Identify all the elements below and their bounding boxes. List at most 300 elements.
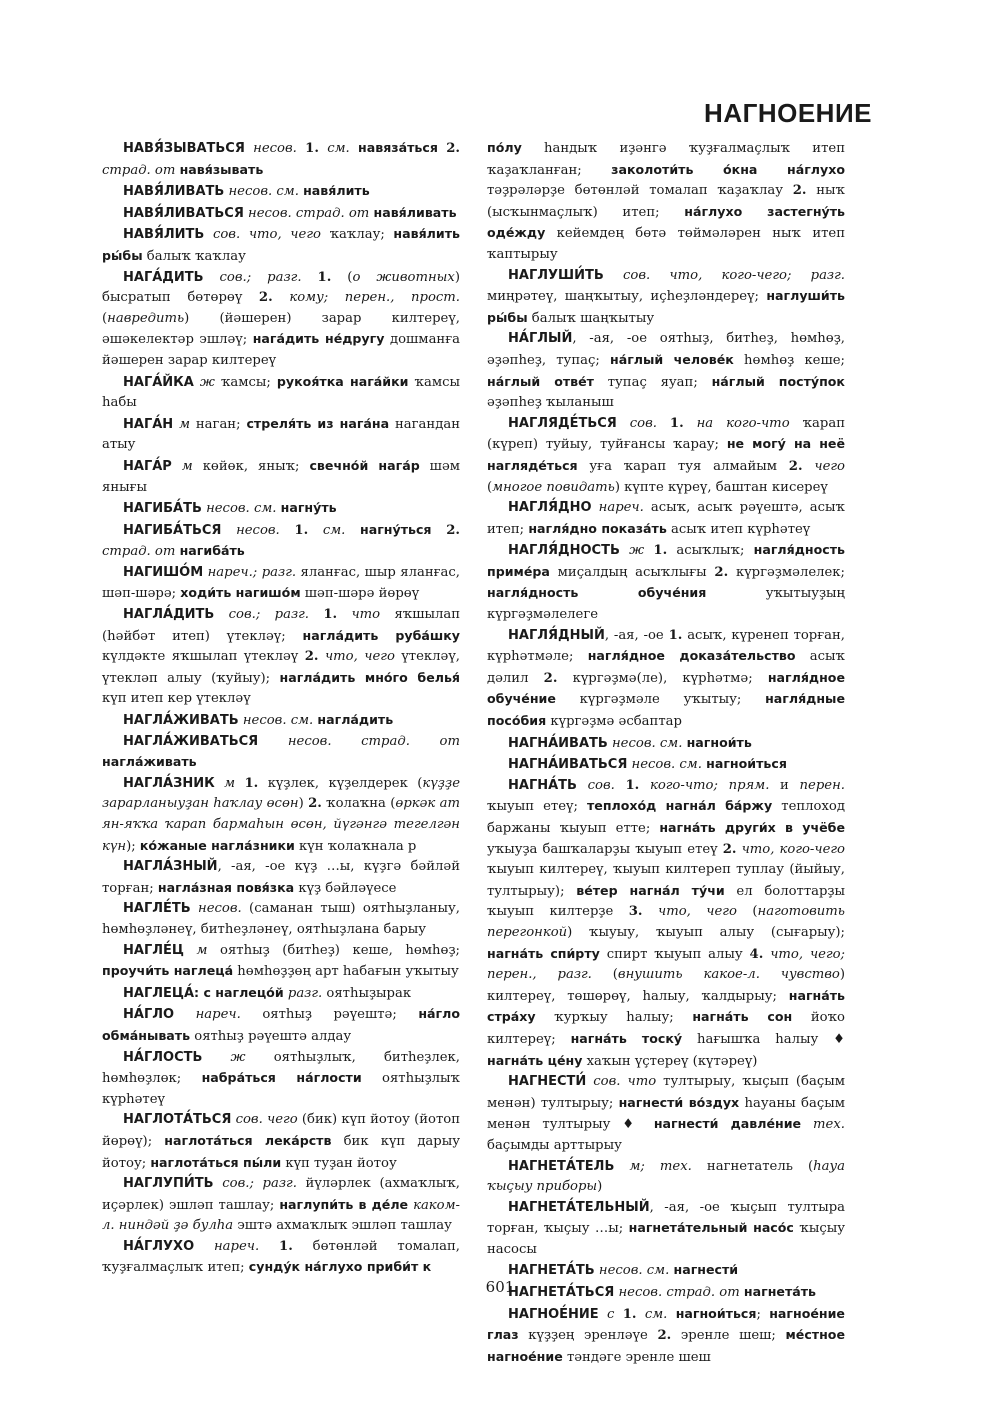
example-phrase: по́лу [487, 140, 522, 155]
grammar-label: тех. [813, 1117, 845, 1133]
left-column-entry [102, 224, 460, 267]
translation-text: һандыҡ иҙәнгә ҡуҙғалмаҫлыҡ итеп ҡаҙаҡланған; [487, 141, 845, 178]
headword: НАГНЕТА́ТЬСЯ [508, 1285, 615, 1301]
example-phrase: навя́лить [303, 183, 370, 199]
example-phrase: нагла́зная повя́зка [157, 879, 295, 895]
headword: НАГНОЕ́НИЕ [508, 1306, 599, 1322]
example-phrase: нагна́ть тоску́ [570, 1030, 683, 1046]
translation-text: оятһыҙлыҡ күрһәтеү [102, 1071, 460, 1107]
left-column-entry [102, 1048, 460, 1111]
grammar-label: многое повидать [492, 479, 615, 495]
example-phrase: нагна́ть други́х в учёбе [659, 820, 845, 835]
grammar-label: м [196, 942, 208, 958]
translation-text: тәҙрәләрҙе бөтөнләй томалап ҡаҙаҡлау [487, 183, 793, 199]
translation-text [204, 270, 220, 285]
translation-text: күҙ бәйләүесе [294, 880, 397, 896]
example-phrase: на́глухо застегну́ть оде́жду [487, 203, 845, 241]
translation-text: хаҡын үҫтереү (күтәреү) [582, 1053, 758, 1069]
example-phrase: нагнести́ давле́ние [653, 1116, 802, 1132]
grammar-label: сов. что, кого-чего; разг. [623, 267, 845, 283]
example-phrase: навяза́ться [358, 140, 438, 155]
grammar-label: нареч. [195, 1007, 241, 1023]
grammar-label: несов. см. [206, 501, 277, 517]
translation-text: оятһыҙ (битһеҙ) кеше, һөмһөҙ; [207, 942, 460, 958]
sense-number: 1. [279, 1238, 293, 1254]
example-phrase: нагиба́ть [179, 543, 245, 559]
translation-text [684, 416, 697, 431]
translation-text: ) [597, 1179, 603, 1195]
grammar-label: каком-л. ниндәй ҙә булһа [102, 1197, 461, 1234]
grammar-label: что, чего [658, 904, 737, 920]
grammar-label: см. [644, 1306, 668, 1322]
translation-text: оятһыҙ рәүештә алдау [190, 1028, 352, 1044]
translation-text [191, 901, 198, 916]
grammar-label: сов. что [593, 1074, 657, 1090]
grammar-label: разг. [287, 985, 323, 1001]
example-phrase: ме́стное нагное́ние [487, 1327, 845, 1364]
headword: НАГНЕТА́ТЕЛЬ [508, 1158, 615, 1174]
headword: НАГНА́ИВАТЬСЯ [508, 757, 628, 773]
translation-text [172, 459, 182, 474]
example-phrase: на́гло обма́нывать [102, 1006, 460, 1043]
headword: НАГНЕТА́ТЬ [508, 1263, 595, 1279]
example-phrase: не могу́ на неё нагляде́ться [487, 436, 845, 473]
translation-text [620, 543, 629, 558]
grammar-label: кого-что; прям. [649, 777, 770, 793]
grammar-label: несов. см. [631, 757, 702, 773]
example-phrase: нагна́ть спи́рту [487, 945, 600, 961]
headword: НАГЛОТА́ТЬСЯ [123, 1112, 232, 1128]
translation-text: күп туҙан йотоу [281, 1155, 397, 1171]
example-phrase: наглупи́ть в де́ле [279, 1196, 409, 1212]
translation-text: күргәҙмә әсбаптар [546, 714, 682, 730]
left-column-entry [102, 520, 460, 563]
headword: НАГА́ДИТЬ [123, 269, 204, 285]
translation-text: ) [298, 796, 309, 812]
left-column-entry [102, 563, 460, 605]
example-phrase: наглота́ться пы́ли [150, 1154, 282, 1170]
example-phrase: сунду́к на́глухо приби́т к [248, 1259, 432, 1275]
headword: НАВЯ́ЛИВАТЬСЯ [123, 205, 244, 221]
translation-text: ҡурҡыу һалыу; [535, 1010, 693, 1026]
grammar-label: несов. страд. от [618, 1285, 740, 1301]
translation-text [615, 778, 626, 793]
headword: НАГА́ЙКА [123, 374, 194, 390]
example-phrase: нага́дить не́другу [252, 331, 385, 347]
headword: НА́ГЛУХО [123, 1238, 195, 1254]
translation-text: и [769, 777, 800, 793]
example-phrase: нагла́дить [317, 712, 394, 728]
translation-text [592, 500, 599, 515]
translation-text: ( [102, 310, 108, 326]
example-phrase: нагна́ть стра́ху [487, 987, 845, 1025]
left-column-entry [102, 203, 460, 225]
translation-text: ); [126, 838, 140, 854]
translation-text [617, 416, 630, 431]
headword: НАГА́Р [123, 458, 172, 474]
example-phrase: нагля́дное доказа́тельство [587, 648, 796, 664]
grammar-label: наготовить перегонкой [487, 904, 845, 940]
grammar-label: несов. см. [598, 1263, 670, 1279]
grammar-label: кому; перен., прост. [289, 290, 460, 306]
example-phrase: ве́тер нагна́л ту́чи [576, 882, 725, 898]
translation-text: ( [487, 479, 493, 495]
headword: НАГЛА́ЖИВАТЬ [123, 713, 239, 729]
example-phrase: нагнои́ться [706, 756, 787, 772]
grammar-label: что, кого-чего [741, 841, 846, 857]
grammar-label: что [351, 607, 381, 623]
translation-text: балыҡ шаңҡытыу [527, 310, 655, 326]
translation-text: ныҡ (ысҡынмаҫлыҡ) итеп; [487, 183, 845, 220]
grammar-label: сов. [587, 777, 615, 793]
translation-text [214, 1176, 223, 1191]
example-phrase: нагна́ть це́ну [487, 1052, 583, 1068]
translation-text: асыҡ итеп күрһәтеү [666, 521, 811, 537]
example-phrase: на́глый отве́т [487, 373, 594, 389]
translation-text: балыҡ ҡаҡлау [142, 248, 246, 264]
translation-text: баҫымды арттырыу [487, 1137, 622, 1153]
grammar-label: сов.; разг. [219, 269, 302, 285]
left-column-entry [102, 498, 460, 520]
translation-text [259, 1239, 279, 1254]
headword: НАГЛЕ́ТЬ [123, 901, 191, 917]
sense-number: 2. [258, 290, 273, 306]
sense-number: 1. [294, 522, 309, 538]
translation-text [637, 1307, 645, 1322]
left-column-entry [102, 1174, 460, 1237]
example-phrase: нагля́дные посо́бия [487, 691, 845, 729]
sense-number: 2. [304, 649, 319, 665]
translation-text: ; [756, 1306, 770, 1322]
sense-number: 2. [446, 141, 461, 156]
example-phrase: нагнои́ться [675, 1305, 757, 1321]
headword: НАГЛЕЦА́ [123, 985, 195, 1001]
grammar-label: несов. см. [242, 713, 314, 729]
translation-text [801, 1117, 813, 1132]
translation-text: наган; [190, 416, 247, 432]
example-phrase: рукоя́тка нага́йки [276, 373, 409, 389]
translation-text: күн ҡолаҡнала р [294, 838, 417, 854]
right-column-entry [487, 1198, 845, 1261]
left-column-entry [102, 857, 460, 899]
right-column-entry [487, 498, 845, 540]
headword: НАГЛУШИ́ТЬ [508, 267, 604, 283]
headword: НАГНА́ИВАТЬ [508, 735, 608, 751]
headword: НАГЛА́ДИТЬ [123, 607, 215, 623]
translation-text: оятһыҙлыҡ, битһеҙлек, һөмһөҙлөк; [102, 1049, 460, 1087]
headword: НАГЛЯДЕ́ТЬСЯ [508, 415, 617, 431]
grammar-label: сов. [629, 415, 657, 431]
grammar-label: ж [230, 1049, 246, 1065]
translation-text: , -ая, -ое күҙ …ы, күҙгә бәйләй торған; [102, 859, 460, 896]
sense-number: 2. [792, 183, 807, 199]
headword: НАГЛА́ЖИВАТЬСЯ [123, 733, 259, 749]
grammar-label: навредить [107, 310, 185, 326]
left-column-entry [102, 1110, 460, 1174]
translation-text: уҡыуҙа башҡаларҙы ҡыуып етеү [487, 841, 723, 857]
headword: НАГЛА́ЗНЫЙ [123, 859, 218, 875]
headword: НА́ГЛО [123, 1007, 175, 1023]
translation-text: әҙәпһеҙ ҡыланыш [487, 395, 614, 411]
translation-text: күҙлек, күҙелдерек ( [258, 775, 423, 791]
grammar-label: сов.; разг. [222, 1176, 297, 1192]
grammar-label: сов. что, чего [212, 227, 321, 243]
grammar-label: м [181, 458, 193, 474]
grammar-label: нареч. [598, 500, 644, 516]
translation-text: үтекләү, үтекләп алыу (ҡуйыу); [102, 649, 460, 686]
translation-text: уҡытыуҙың күргәҙмәлелеге [487, 586, 846, 623]
sense-number: 1. [653, 543, 668, 559]
translation-text [337, 607, 351, 622]
right-column-entry [487, 1304, 845, 1369]
example-phrase: ходи́ть нагишо́м [180, 585, 301, 601]
translation-text: уға ҡарап туя алмайым [577, 458, 789, 474]
headword: НАГА́Н [123, 416, 174, 432]
translation-text: ҡолаҡна ( [321, 796, 396, 812]
translation-text: ( [591, 967, 618, 983]
left-column-entry [102, 1004, 460, 1047]
sense-number: 2. [308, 796, 322, 812]
sense-number: 2. [446, 522, 460, 538]
translation-text [204, 227, 213, 242]
sense-number: 2. [788, 458, 803, 474]
grammar-label: см. [327, 141, 350, 156]
example-phrase: нагля́дное обуче́ние [487, 669, 845, 707]
headword: НАГЛА́ЗНИК [123, 775, 215, 791]
translation-text: ҡамсы һабы [102, 374, 460, 411]
translation-text [643, 904, 658, 919]
translation-text: бөтөнләй томалап, ҡуҙғалмаҫлыҡ итеп; [102, 1238, 460, 1276]
translation-text [319, 141, 327, 156]
translation-text: күп итеп кер үтекләү [102, 691, 251, 707]
translation-text [657, 416, 670, 431]
example-phrase: на́глый челове́к [610, 351, 734, 367]
sense-number: 1. [323, 607, 338, 623]
headword: НАГНЕСТИ́ [508, 1074, 587, 1090]
translation-text: теплоход баржаны ҡыуып етте; [487, 799, 845, 836]
grammar-label: что, чего [324, 649, 395, 665]
example-phrase: свечно́й нага́р [309, 457, 420, 473]
right-column-entry [487, 329, 845, 413]
example-phrase: проучи́ть наглеца́ [102, 963, 234, 979]
translation-text: йоҡо килтереү; [487, 1010, 845, 1047]
translation-text: кейемдең бөтә төймәләрен ныҡ итеп ҡаптырыу [487, 226, 845, 262]
headword: НАГИБА́ТЬ [123, 501, 202, 517]
headword: НАГЛЯ́ДНО [508, 500, 592, 516]
headword: НА́ГЛЫЙ [508, 331, 573, 347]
headword: НАГЛЯ́ДНЫЙ [508, 627, 605, 643]
example-phrase: : с наглецо́й [194, 984, 284, 1000]
headword: НА́ГЛОСТЬ [123, 1049, 203, 1065]
example-phrase: нагнета́ть [743, 1284, 817, 1300]
translation-text: һөмһөҙ кеше; [733, 352, 845, 368]
translation-text: яҡшылап (һәйбәт итеп) үтекләү; [102, 607, 461, 644]
sense-number: 1. [317, 269, 332, 285]
grammar-label: күҙҙе зарарланыуҙан һаҡлау өсөн [102, 775, 460, 812]
translation-text [184, 943, 197, 958]
translation-text [297, 141, 305, 156]
translation-text: ҡыуып килтереү, ҡыуып килтереп туплау (йыйыу, тултырыу); [487, 862, 845, 899]
page-number: 601 [485, 1278, 515, 1296]
grammar-label: см. [322, 522, 346, 538]
grammar-label: страд. от [102, 544, 176, 560]
translation-text [614, 1307, 622, 1322]
translation-text [577, 778, 588, 793]
translation-text: ҡаҡлау; [320, 227, 394, 243]
headword: НАВЯ́ЗЫВАТЬСЯ [123, 141, 245, 156]
grammar-label: нареч. [213, 1238, 260, 1254]
translation-text: асыҡ, асыҡ рәүештә, асыҡ итеп; [487, 500, 845, 537]
example-phrase: нагнести́ во́здух [618, 1094, 740, 1110]
right-column-entry [487, 414, 845, 498]
headword: НАГИБА́ТЬСЯ [123, 522, 222, 538]
grammar-label: перен. [799, 777, 845, 793]
sense-number: 2. [722, 841, 737, 857]
translation-text: оятһыҙ рәүештә; [240, 1007, 419, 1023]
grammar-label: өркәк ат ян-яҡҡа ҡарап бармаһын өсөн, йүгәнгә тегелгән күн [102, 796, 461, 854]
example-phrase: наглота́ться лека́рств [164, 1132, 332, 1148]
translation-text: ) (йәшерен) зарар килтереү, әшәкелектәр эшләү; [102, 310, 460, 348]
translation-text [803, 459, 815, 474]
translation-text: һөмһөҙҙөң арт һабағын уҡытыу [233, 964, 459, 980]
translation-text: ҡарап (күреп) туйыу, туйғансы ҡарау; [487, 415, 845, 453]
translation-text [438, 141, 446, 156]
translation-text: , -ая, -ое ҡыҫып тултыра торған, ҡыҫыу …ы; [487, 1199, 845, 1237]
example-phrase: нагное́ние глаз [487, 1305, 845, 1343]
grammar-label: несов. страд. от [287, 733, 460, 749]
example-phrase: навя́зывать [179, 161, 264, 177]
translation-text [667, 1307, 675, 1322]
right-column-entry [487, 138, 845, 266]
translation-text: ) бысратып бөтөрөү [102, 269, 460, 306]
grammar-label: несов. [198, 901, 242, 917]
headword: НАГИШО́М [123, 564, 204, 580]
left-column-entry [102, 605, 460, 710]
translation-text [235, 776, 244, 791]
left-column-entry [102, 899, 460, 940]
translation-text [350, 141, 358, 156]
sense-number: 2. [657, 1328, 672, 1344]
translation-text: , -ая, -ое [604, 627, 669, 643]
grammar-label: несов. страд. от [248, 205, 370, 221]
translation-text: нагандан атыу [102, 416, 460, 453]
right-column-entry [487, 754, 845, 776]
example-phrase: нагла́дить руба́шку [302, 627, 460, 643]
grammar-label: несов. [236, 522, 280, 538]
translation-text: асыҡ дәлил [487, 649, 846, 686]
left-column-entry [102, 710, 460, 732]
left-column-entry [102, 414, 460, 456]
left-column-entry [102, 941, 460, 983]
grammar-label: на кого-что [696, 415, 790, 431]
translation-text: ) ҡыуыу, ҡыуып алыу (сығарыу); [567, 924, 845, 940]
headword: НАВЯ́ЛИТЬ [123, 227, 205, 243]
example-phrase: стреля́ть из нага́на [246, 415, 390, 431]
translation-text: күргәҙмәлелек; [728, 564, 845, 580]
sense-number: 4. [749, 946, 764, 962]
left-column-entry [102, 732, 460, 774]
translation-text: күҙҙең эренләүе [518, 1328, 658, 1344]
translation-text: ) килтереү, төшөрөү, һалыу, ҡалдырыу; [487, 967, 845, 1004]
example-phrase: нагна́ть сон [692, 1009, 793, 1025]
example-phrase: нагла́живать [102, 754, 197, 770]
grammar-label: м [224, 775, 236, 791]
grammar-label: чего [814, 458, 845, 474]
left-column [102, 138, 460, 1279]
grammar-label: о животных [352, 269, 455, 285]
right-column [487, 138, 845, 1368]
translation-text: һауаны баҫым менән тултырыу ♦ [487, 1095, 845, 1133]
right-column-entry [487, 626, 845, 733]
translation-text [194, 1239, 214, 1254]
example-phrase: навя́лить ры́бы [102, 226, 460, 263]
right-column-entry [487, 540, 845, 625]
example-phrase: нагнести́ [673, 1262, 739, 1278]
translation-text: тәндәге эренле шеш [562, 1349, 711, 1365]
translation-text: күлдәкте яҡшылап үтекләү [102, 649, 305, 665]
translation-text: тултырыу, ҡыҫып (баҫым менән) тултырыу; [487, 1074, 845, 1111]
translation-text: ҡамсы; [214, 374, 277, 390]
grammar-label: ж [199, 374, 215, 390]
page-header-title: НАГНОЕНИЕ [704, 98, 872, 128]
sense-number: 1. [668, 627, 683, 643]
grammar-label: ж [629, 543, 645, 559]
translation-text: эренле шеш; [671, 1328, 786, 1344]
example-phrase: нагну́ться [360, 521, 432, 537]
left-column-entry [102, 138, 460, 181]
example-phrase: нагля́дность обуче́ния [487, 585, 707, 601]
sense-number: 1. [622, 1306, 637, 1322]
left-column-entry [102, 181, 460, 203]
example-phrase: нагля́дно показа́ть [528, 520, 667, 536]
right-column-entry [487, 733, 845, 755]
grammar-label: сов.; разг. [228, 607, 309, 623]
example-phrase: нагла́дить мно́го белья́ [279, 669, 461, 685]
translation-text [604, 268, 623, 283]
translation-text [639, 778, 650, 793]
translation-text [309, 607, 323, 622]
translation-text [280, 523, 295, 538]
translation-text: , -ая, -ое оятһыҙ, битһеҙ, һөмһөҙ, әҙәпһеҙ, тупаҫ; [487, 331, 845, 368]
translation-text: шәп-шәрә йөрөү [300, 586, 420, 602]
right-column-entry [487, 1072, 845, 1156]
example-phrase: нагля́дность приме́ра [487, 542, 845, 579]
example-phrase: нагнета́тельный насо́с [628, 1220, 794, 1236]
grammar-label: что, чего; перен., разг. [487, 946, 845, 983]
headword: НАГЛЕ́Ц [123, 942, 184, 958]
left-column-entry [102, 268, 460, 372]
translation-text: күргәҙмәле уҡытыу; [555, 692, 766, 708]
sense-number: 2. [543, 670, 558, 686]
translation-text [214, 607, 228, 622]
headword: НАГЛЯ́ДНОСТЬ [508, 543, 620, 559]
translation-text: ( [736, 904, 758, 920]
translation-text: миңрәтеү, шаңҡытыу, иҫһеҙләндереү; [487, 289, 767, 305]
translation-text: тупаҫ яуап; [593, 374, 712, 390]
sense-number: 1. [625, 777, 640, 793]
example-phrase: нагнои́ть [686, 734, 752, 750]
translation-text: ел болоттарҙы ҡыуып килтерҙе [487, 883, 845, 920]
headword: НАГНА́ТЬ [508, 777, 577, 793]
right-column-entry [487, 776, 845, 1072]
translation-text [258, 734, 288, 749]
example-phrase: навя́ливать [373, 204, 457, 220]
example-phrase: набра́ться на́глости [201, 1070, 362, 1086]
example-phrase: теплохо́д нагна́л ба́ржу [586, 798, 773, 814]
example-phrase: на́глый посту́пок [711, 373, 845, 389]
translation-text: спирт ҡыуып алыу [599, 946, 750, 962]
translation-text [202, 1050, 230, 1065]
